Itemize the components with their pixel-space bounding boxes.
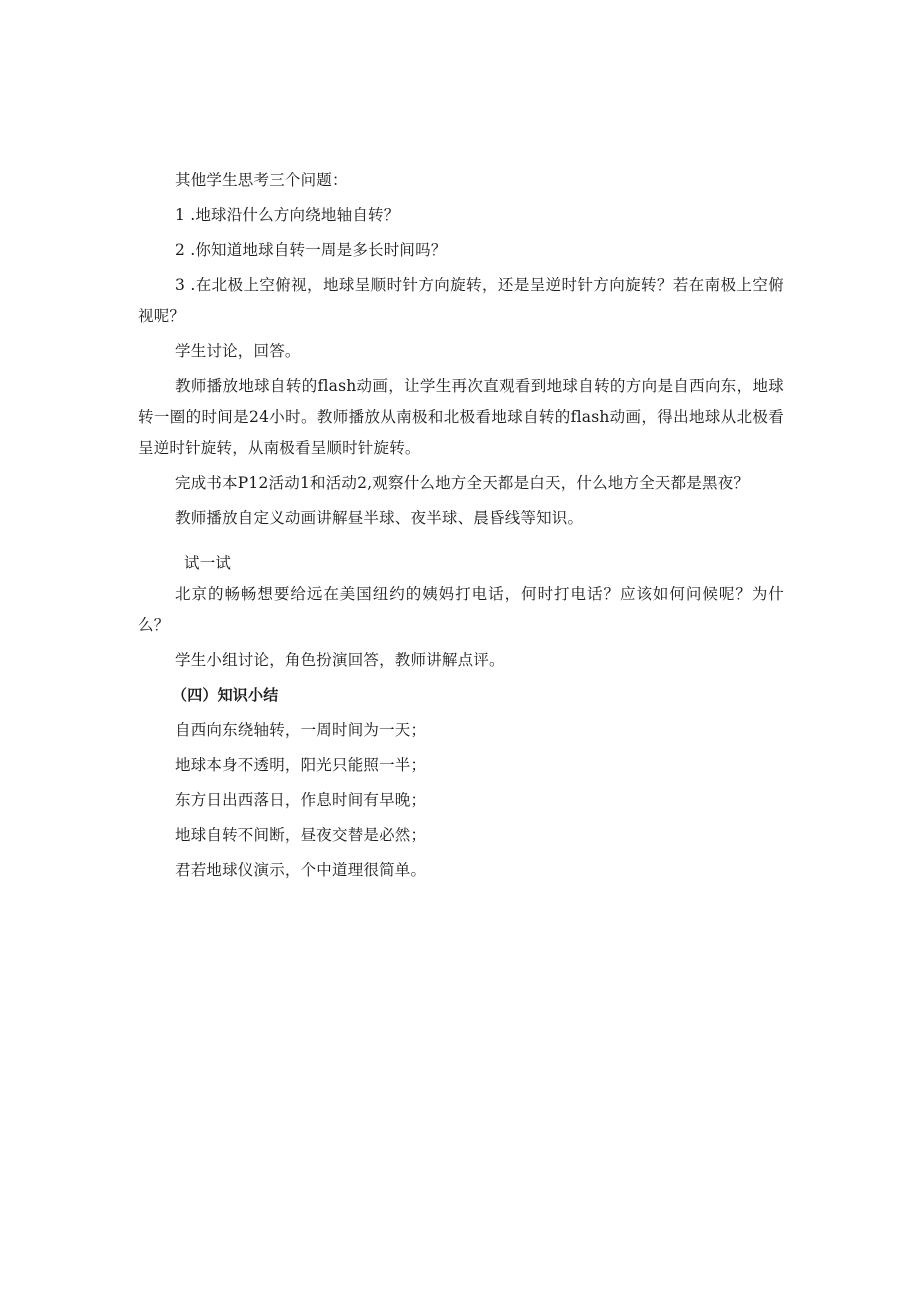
summary-line-1: 自西向东绕轴转，一周时间为一天； xyxy=(175,721,427,739)
summary-line-2: 地球本身不透明，阳光只能照一半； xyxy=(175,756,427,774)
activity-paragraph: 完成书本P12活动1和活动2,观察什么地方全天都是白天，什么地方全天都是黑夜？ xyxy=(175,474,750,492)
try-it-question: 北京的畅畅想要给远在美国纽约的姨妈打电话，何时打电话？应该如何问候呢？为什么？ xyxy=(138,585,784,634)
question-3: 3 .在北极上空俯视，地球呈顺时针方向旋转，还是呈逆时针方向旋转？若在南极上空俯视呢？ xyxy=(138,276,784,325)
summary-line-4: 地球自转不间断，昼夜交替是必然； xyxy=(175,826,427,844)
summary-line-3: 东方日出西落日，作息时间有早晚； xyxy=(175,791,427,809)
question-1: 1 .地球沿什么方向绕地轴自转？ xyxy=(175,206,400,224)
intro-paragraph: 其他学生思考三个问题： xyxy=(175,171,348,189)
summary-heading: （四）知识小结 xyxy=(172,686,279,704)
document-body xyxy=(138,165,784,886)
discussion-paragraph: 学生讨论，回答。 xyxy=(175,342,301,360)
animation-paragraph: 教师播放自定义动画讲解昼半球、夜半球、晨昏线等知识。 xyxy=(175,509,584,527)
question-2: 2 .你知道地球自转一周是多长时间吗？ xyxy=(175,241,447,259)
flash-animation-paragraph: 教师播放地球自转的flash动画，让学生再次直观看到地球自转的方向是自西向东，地球转一圈的时间是24小时。教师播放从南极和北极看地球自转的flash动画，得出地球从北极看呈逆时针旋转，从南极看呈顺时针旋转。 xyxy=(138,377,784,457)
try-it-response: 学生小组讨论，角色扮演回答，教师讲解点评。 xyxy=(175,651,505,669)
try-it-heading: 试一试 xyxy=(184,554,232,572)
summary-line-5: 君若地球仪演示，个中道理很简单。 xyxy=(175,861,427,879)
